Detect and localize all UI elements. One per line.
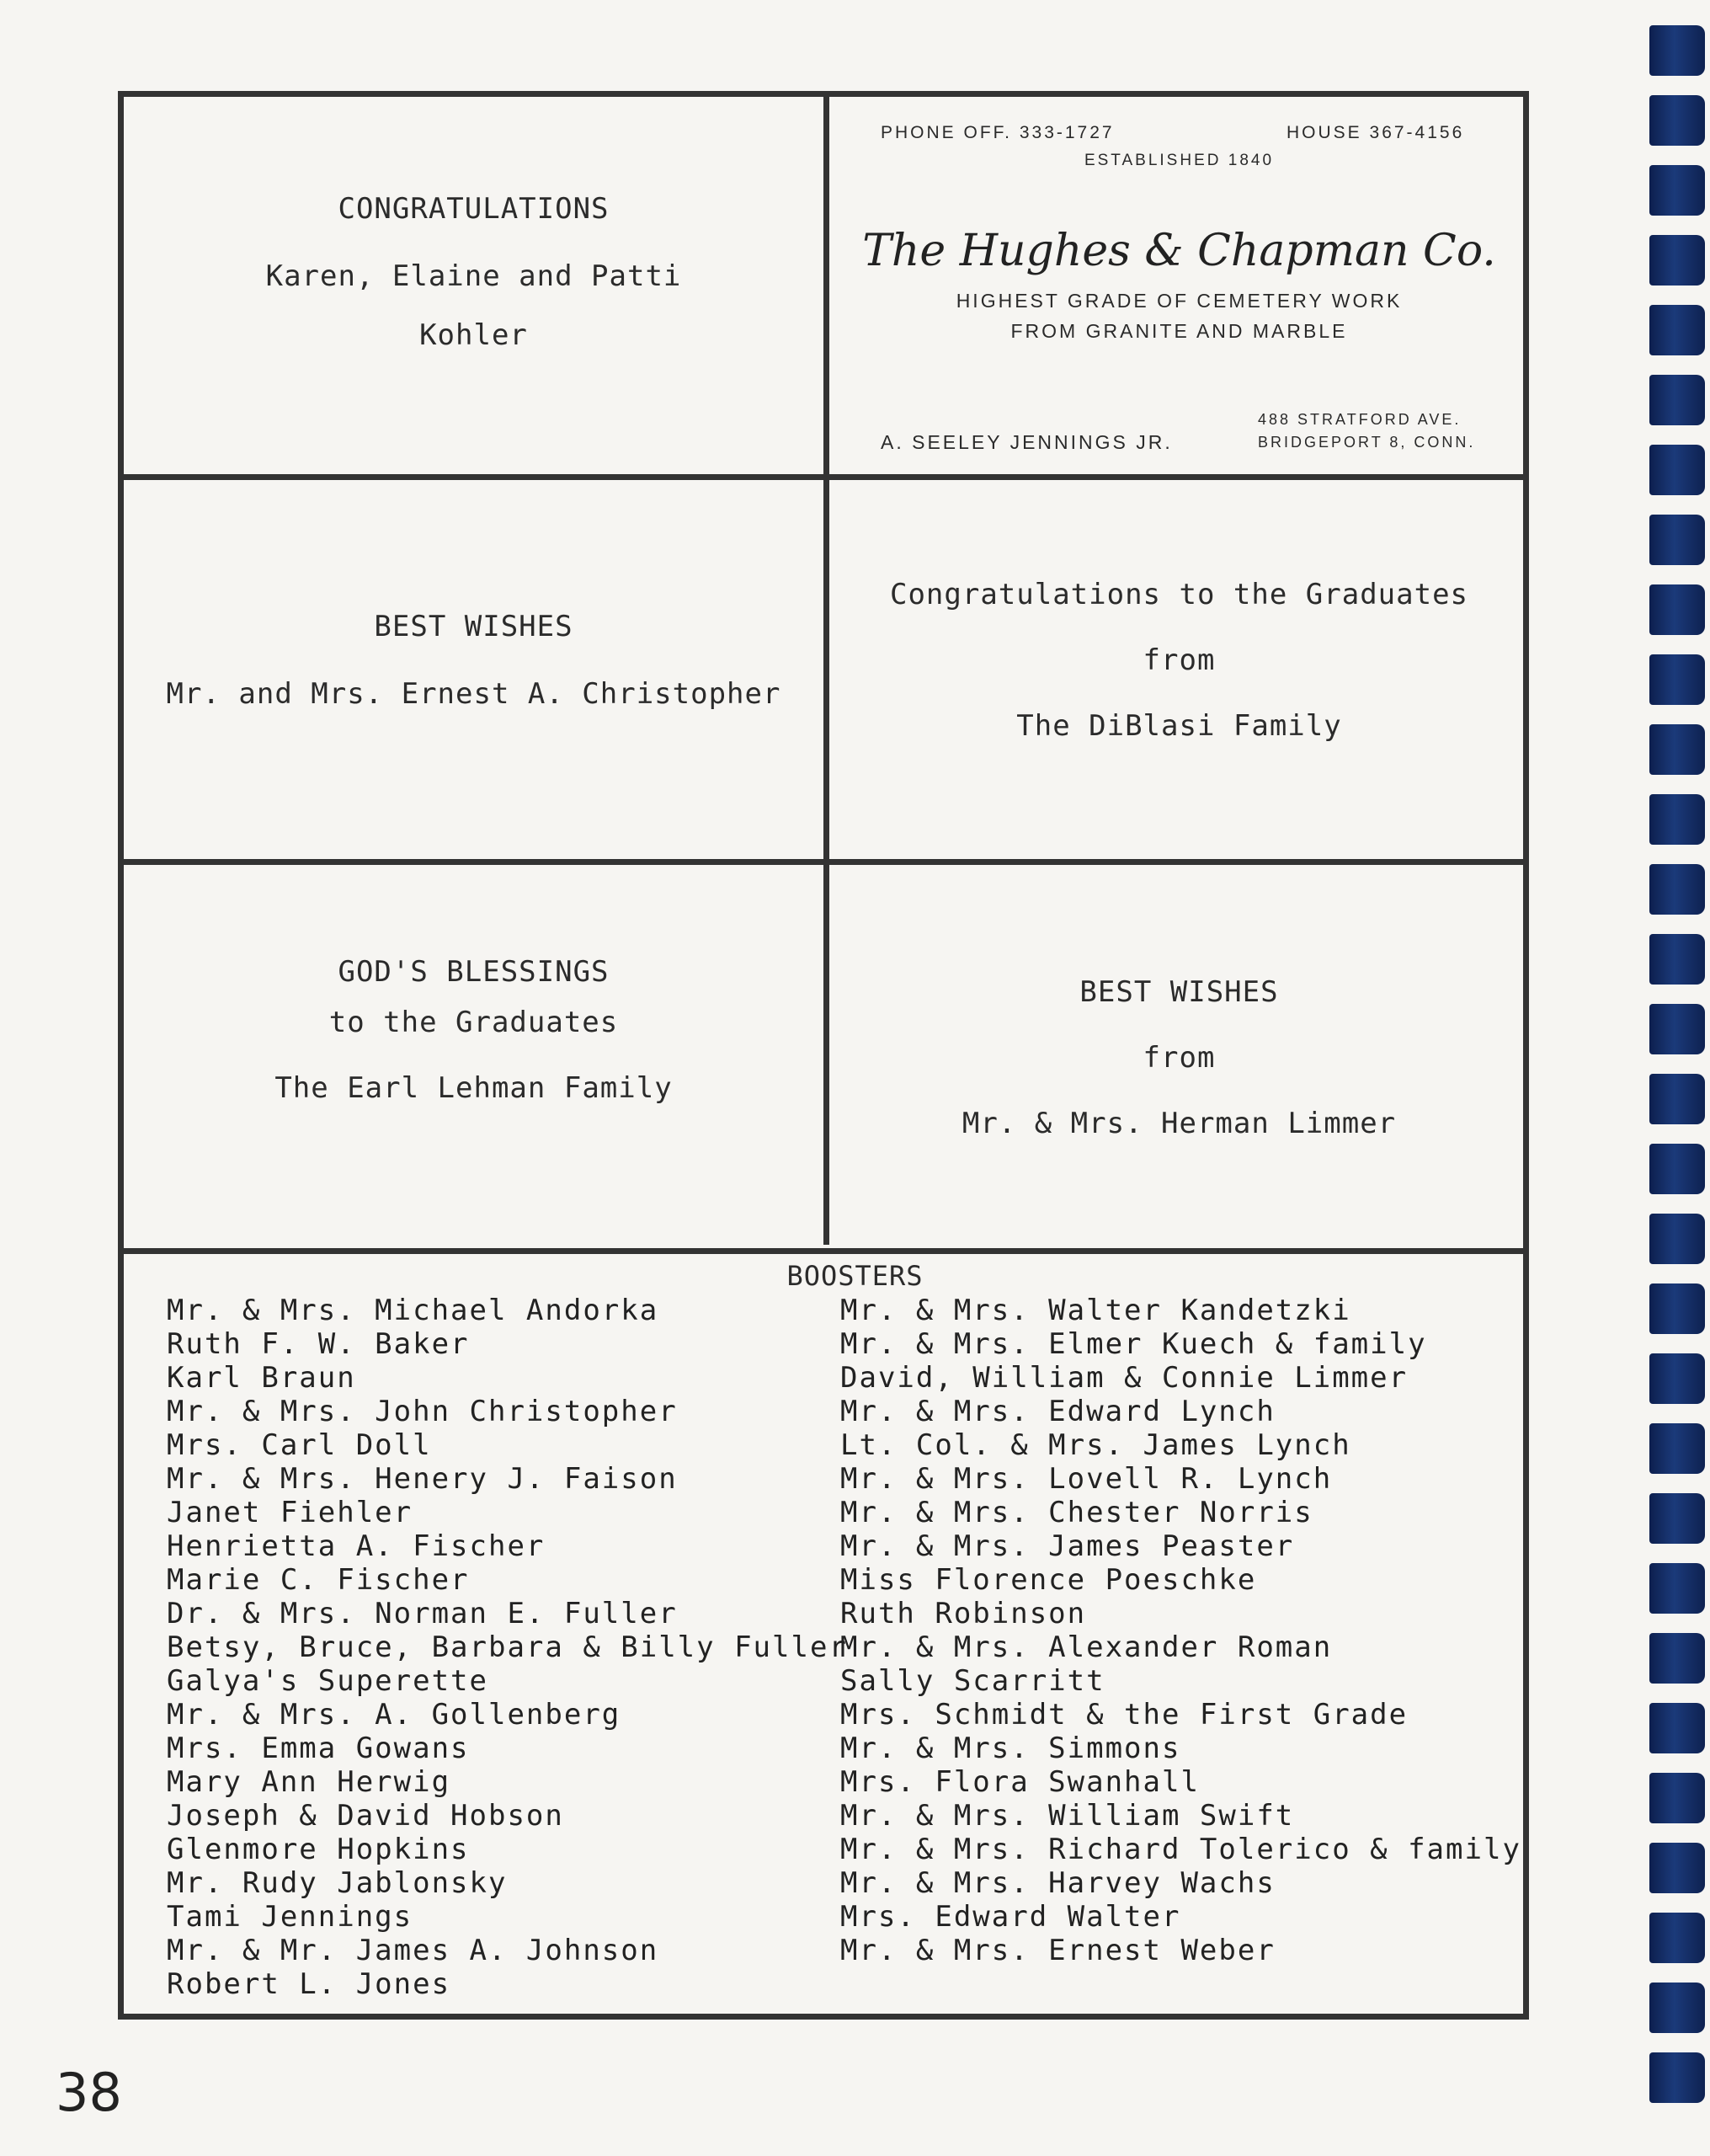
- tagline-1: HIGHEST GRADE OF CEMETERY WORK: [956, 290, 1403, 312]
- booster-entry: Mr. & Mr. James A. Johnson: [167, 1934, 659, 1967]
- binding-ring: [1649, 1493, 1705, 1544]
- ad-lehman-family: The Earl Lehman Family: [274, 1071, 673, 1105]
- binding-ring: [1649, 2052, 1705, 2103]
- booster-entry: Mr. & Mrs. John Christopher: [167, 1395, 678, 1428]
- ad-kohler: [124, 192, 823, 352]
- page-number: 38: [56, 2062, 122, 2123]
- booster-entry: Miss Florence Poeschke: [840, 1563, 1257, 1597]
- booster-entry: Galya's Superette: [167, 1664, 488, 1698]
- binding-ring: [1649, 165, 1705, 216]
- booster-entry: Mr. & Mrs. Michael Andorka: [167, 1294, 659, 1327]
- binding-ring: [1649, 1773, 1705, 1823]
- grid-divider-row1: [118, 474, 1529, 480]
- ad-kohler-names: Karen, Elaine and Patti: [265, 259, 682, 293]
- ad-limmer: [829, 975, 1529, 1140]
- booster-entry: Mr. & Mrs. James Peaster: [840, 1529, 1295, 1563]
- address-line-1: 488 STRATFORD AVE.: [1258, 411, 1462, 428]
- ad-christopher-names: Mr. and Mrs. Ernest A. Christopher: [166, 677, 781, 711]
- boosters-title: BOOSTERS: [786, 1260, 924, 1292]
- established: ESTABLISHED 1840: [1084, 152, 1275, 169]
- ad-diblasi-heading: Congratulations to the Graduates: [889, 578, 1469, 611]
- booster-entry: Sally Scarritt: [840, 1664, 1105, 1698]
- ad-lehman-line2: to the Graduates: [328, 1006, 619, 1039]
- ad-limmer-heading: BEST WISHES: [1079, 975, 1279, 1009]
- booster-entry: Mr. & Mrs. Richard Tolerico & family: [840, 1833, 1521, 1866]
- ad-diblasi: [829, 578, 1529, 743]
- booster-entry: Mrs. Emma Gowans: [167, 1732, 470, 1765]
- phone-house: HOUSE 367-4156: [1286, 123, 1465, 142]
- ad-diblasi-from: from: [1143, 643, 1216, 677]
- grid-divider-row2: [118, 859, 1529, 865]
- ad-lehman-heading: GOD'S BLESSINGS: [338, 955, 610, 989]
- booster-entry: Mr. & Mrs. Chester Norris: [840, 1496, 1313, 1529]
- booster-entry: Ruth F. W. Baker: [167, 1327, 470, 1361]
- binding-ring: [1649, 375, 1705, 425]
- binding-ring: [1649, 1843, 1705, 1893]
- booster-entry: Mr. & Mrs. William Swift: [840, 1799, 1295, 1833]
- booster-entry: Glenmore Hopkins: [167, 1833, 470, 1866]
- binding-ring: [1649, 1004, 1705, 1054]
- booster-entry: Mrs. Schmidt & the First Grade: [840, 1698, 1409, 1732]
- booster-entry: Mary Ann Herwig: [167, 1765, 451, 1799]
- spiral-binding: [1643, 25, 1710, 2139]
- binding-ring: [1649, 95, 1705, 146]
- booster-entry: Mrs. Carl Doll: [167, 1428, 432, 1462]
- booster-entry: Mr. & Mrs. Elmer Kuech & family: [840, 1327, 1427, 1361]
- ad-lehman: [124, 955, 823, 1105]
- booster-entry: Karl Braun: [167, 1361, 356, 1395]
- ad-limmer-names: Mr. & Mrs. Herman Limmer: [962, 1107, 1397, 1140]
- ad-diblasi-family: The DiBlasi Family: [1016, 709, 1342, 743]
- booster-entry: Mr. & Mrs. Lovell R. Lynch: [840, 1462, 1333, 1496]
- ad-christopher: [124, 610, 823, 711]
- ad-limmer-from: from: [1143, 1041, 1216, 1075]
- booster-entry: Tami Jennings: [167, 1900, 413, 1934]
- ad-christopher-heading: BEST WISHES: [374, 610, 573, 643]
- binding-ring: [1649, 1423, 1705, 1474]
- booster-entry: Joseph & David Hobson: [167, 1799, 564, 1833]
- booster-entry: Janet Fiehler: [167, 1496, 413, 1529]
- binding-ring: [1649, 1633, 1705, 1684]
- booster-entry: Betsy, Bruce, Barbara & Billy Fuller: [167, 1630, 848, 1664]
- phone-office: PHONE OFF. 333-1727: [881, 123, 1115, 142]
- binding-ring: [1649, 864, 1705, 915]
- binding-ring: [1649, 1563, 1705, 1614]
- booster-entry: Marie C. Fischer: [167, 1563, 470, 1597]
- booster-entry: Dr. & Mrs. Norman E. Fuller: [167, 1597, 678, 1630]
- binding-ring: [1649, 305, 1705, 355]
- booster-entry: Mr. & Mrs. A. Gollenberg: [167, 1698, 621, 1732]
- booster-entry: Mrs. Flora Swanhall: [840, 1765, 1200, 1799]
- ad-kohler-heading: CONGRATULATIONS: [338, 192, 610, 226]
- binding-ring: [1649, 1983, 1705, 2033]
- binding-ring: [1649, 1214, 1705, 1264]
- boosters-right-column: [840, 1294, 1521, 1967]
- booster-entry: Mr. & Mrs. Walter Kandetzki: [840, 1294, 1351, 1327]
- binding-ring: [1649, 1074, 1705, 1124]
- booster-entry: Mr. Rudy Jablonsky: [167, 1866, 508, 1900]
- binding-ring: [1649, 235, 1705, 286]
- binding-ring: [1649, 1353, 1705, 1404]
- boosters-left-column: [167, 1294, 848, 2001]
- binding-ring: [1649, 794, 1705, 845]
- binding-ring: [1649, 1144, 1705, 1194]
- binding-ring: [1649, 515, 1705, 565]
- binding-ring: [1649, 1913, 1705, 1963]
- booster-entry: Ruth Robinson: [840, 1597, 1087, 1630]
- binding-ring: [1649, 724, 1705, 775]
- binding-ring: [1649, 1703, 1705, 1753]
- address-line-2: BRIDGEPORT 8, CONN.: [1258, 434, 1476, 451]
- booster-entry: Henrietta A. Fischer: [167, 1529, 546, 1563]
- booster-entry: Mr. & Mrs. Simmons: [840, 1732, 1181, 1765]
- company-name: The Hughes & Chapman Co.: [862, 226, 1496, 276]
- booster-entry: Robert L. Jones: [167, 1967, 451, 2001]
- booster-entry: Mr. & Mrs. Edward Lynch: [840, 1395, 1276, 1428]
- booster-entry: Mr. & Mrs. Henery J. Faison: [167, 1462, 678, 1496]
- proprietor: A. SEELEY JENNINGS JR.: [881, 431, 1173, 453]
- binding-ring: [1649, 445, 1705, 495]
- binding-ring: [1649, 25, 1705, 76]
- tagline-2: FROM GRANITE AND MARBLE: [1010, 320, 1348, 342]
- binding-ring: [1649, 584, 1705, 635]
- ad-kohler-surname: Kohler: [419, 318, 528, 352]
- booster-entry: David, William & Connie Limmer: [840, 1361, 1409, 1395]
- binding-ring: [1649, 934, 1705, 985]
- grid-divider-vertical: [823, 91, 829, 1245]
- booster-entry: Mr. & Mrs. Ernest Weber: [840, 1934, 1276, 1967]
- grid-divider-row3: [118, 1248, 1529, 1254]
- booster-entry: Mrs. Edward Walter: [840, 1900, 1181, 1934]
- booster-entry: Lt. Col. & Mrs. James Lynch: [840, 1428, 1351, 1462]
- binding-ring: [1649, 654, 1705, 705]
- booster-entry: Mr. & Mrs. Harvey Wachs: [840, 1866, 1276, 1900]
- booster-entry: Mr. & Mrs. Alexander Roman: [840, 1630, 1333, 1664]
